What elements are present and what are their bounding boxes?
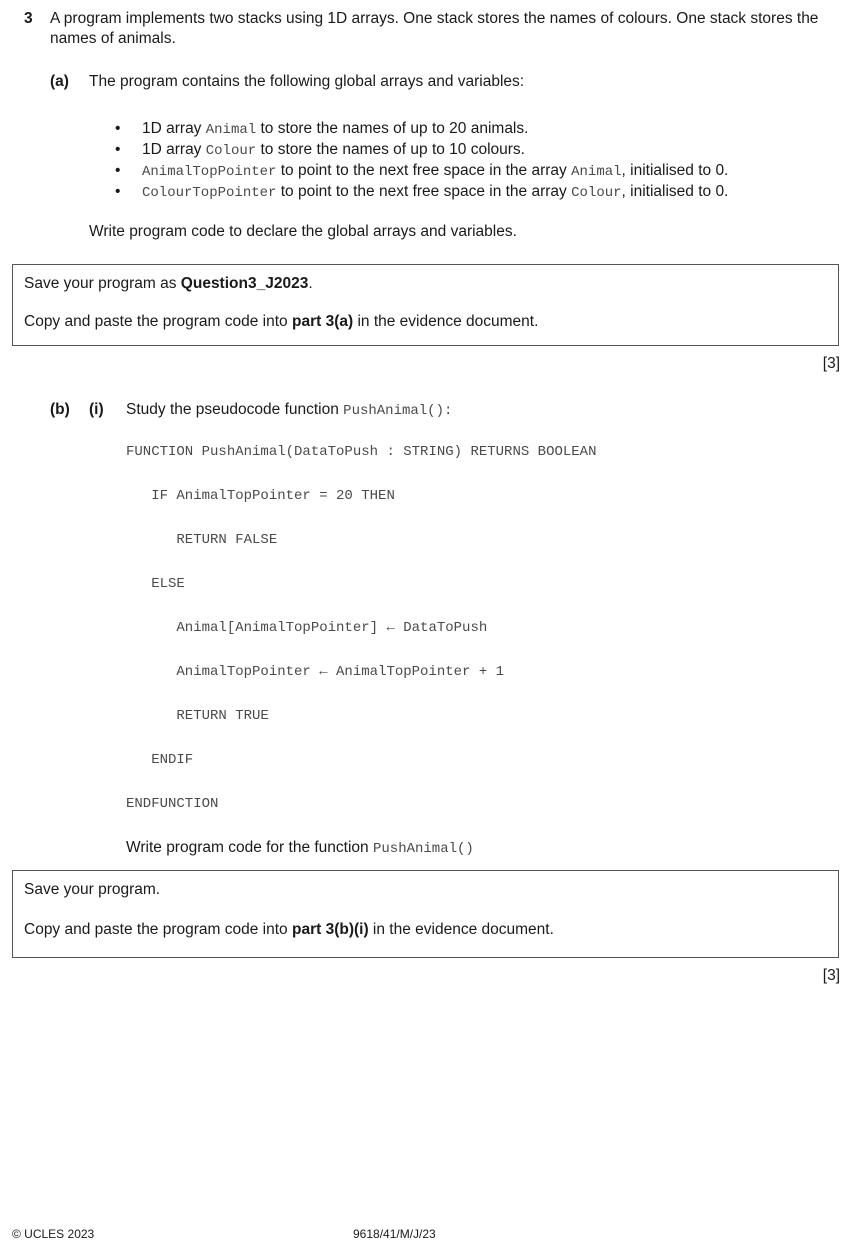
bullet-icon: • <box>115 120 121 137</box>
list-item <box>115 119 845 140</box>
part-b-label: (b) <box>50 401 70 418</box>
pseudocode-line: ELSE <box>126 576 185 592</box>
bullet-prefix: 1D array <box>142 120 206 137</box>
box-b-line2: Copy and paste the program code into part 3(b)(i) in the evidence document. <box>24 921 554 939</box>
bullet-icon: • <box>115 183 121 200</box>
bullet-text: to point to the next free space in the array <box>276 183 572 200</box>
code-colour-top-pointer: ColourTopPointer <box>142 185 277 201</box>
pseudocode-line: RETURN TRUE <box>126 708 269 724</box>
marks-a: [3] <box>822 355 840 372</box>
list-item <box>115 182 845 203</box>
part-b-sub-label: (i) <box>89 401 104 418</box>
bullet-text-end: , initialised to 0. <box>621 183 729 200</box>
part-a-bullet-list <box>115 119 845 203</box>
box-a-line1: Save your program as Question3_J2023. <box>24 275 313 292</box>
marks-b: [3] <box>822 967 840 984</box>
bullet-text: to store the names of up to 10 colours. <box>256 141 525 158</box>
evidence-box-b <box>12 870 839 958</box>
list-item <box>115 140 845 161</box>
bullet-prefix: 1D array <box>142 141 206 158</box>
code-animal: Animal <box>571 164 622 180</box>
pseudocode-line: IF AnimalTopPointer = 20 THEN <box>126 488 395 504</box>
pseudocode-line: ENDFUNCTION <box>126 796 219 812</box>
list-item <box>115 161 845 182</box>
bullet-text: to point to the next free space in the array <box>276 162 572 179</box>
pseudocode-line: FUNCTION PushAnimal(DataToPush : STRING) RETURNS BOOLEAN <box>126 444 597 460</box>
question-number: 3 <box>24 10 33 27</box>
part-b-task: Write program code for the function PushAnimal() <box>126 839 474 857</box>
pseudocode-line: AnimalTopPointer ← AnimalTopPointer + 1 <box>126 664 505 680</box>
evidence-box-a <box>12 264 839 346</box>
code-push-animal: PushAnimal() <box>372 841 474 857</box>
box-a-line2: Copy and paste the program code into part 3(a) in the evidence document. <box>24 313 539 331</box>
bullet-text: to store the names of up to 20 animals. <box>256 120 529 137</box>
part-a-label: (a) <box>50 73 69 90</box>
pseudocode-line: Animal[AnimalTopPointer] ← DataToPush <box>126 620 488 636</box>
code-animal: Animal <box>205 122 257 138</box>
pseudocode-line: RETURN FALSE <box>126 532 278 548</box>
code-colour: Colour <box>571 185 622 201</box>
box-b-line1: Save your program. <box>24 881 161 898</box>
code-push-animal: PushAnimal(): <box>343 403 453 419</box>
code-animal-top-pointer: AnimalTopPointer <box>142 164 277 180</box>
pseudocode-line: ENDIF <box>126 752 194 768</box>
bullet-icon: • <box>115 162 121 179</box>
footer-paper-code: 9618/41/M/J/23 <box>353 1227 436 1241</box>
part-b-study: Study the pseudocode function PushAnimal(): <box>126 401 453 419</box>
question-intro: A program implements two stacks using 1D arrays. One stack stores the names of colours. One stack stores the names of animals. <box>50 10 819 48</box>
footer-copyright: © UCLES 2023 <box>12 1227 95 1241</box>
part-a-text: The program contains the following global arrays and variables: <box>89 73 525 90</box>
bullet-text-end: , initialised to 0. <box>621 162 729 179</box>
code-colour: Colour <box>205 143 257 159</box>
bullet-icon: • <box>115 141 121 158</box>
part-a-task: Write program code to declare the global arrays and variables. <box>89 223 517 240</box>
